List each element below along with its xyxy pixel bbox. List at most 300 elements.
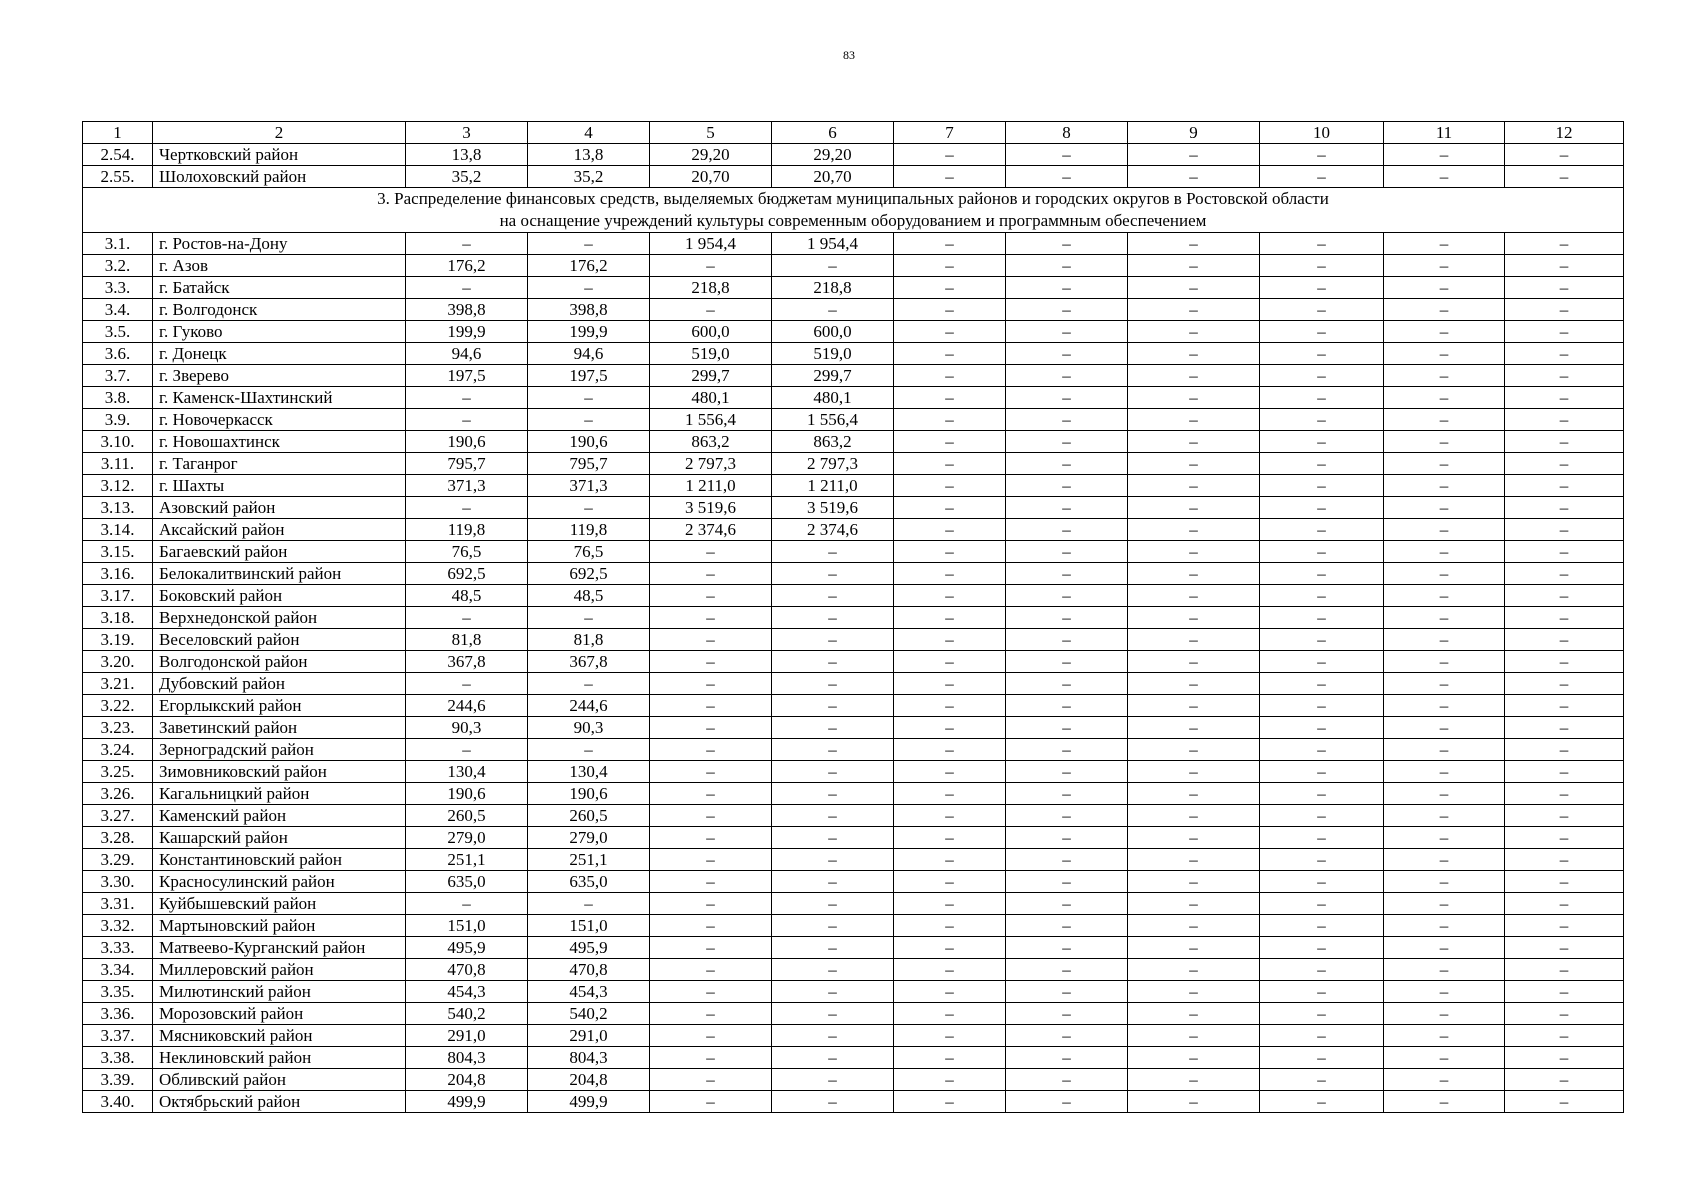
value-col-7: – bbox=[894, 144, 1006, 166]
value-col-6: 600,0 bbox=[772, 321, 894, 343]
municipality-name: Кагальницкий район bbox=[153, 783, 406, 805]
table-row bbox=[83, 166, 1624, 188]
value-col-9: – bbox=[1128, 849, 1260, 871]
value-col-6: – bbox=[772, 1047, 894, 1069]
value-col-3: 260,5 bbox=[406, 805, 528, 827]
row-number: 3.35. bbox=[83, 981, 153, 1003]
municipality-name: Октябрьский район bbox=[153, 1091, 406, 1113]
municipality-name: Мясниковский район bbox=[153, 1025, 406, 1047]
value-col-12: – bbox=[1505, 365, 1624, 387]
value-col-4: 130,4 bbox=[528, 761, 650, 783]
table-row bbox=[83, 1003, 1624, 1025]
value-col-3: – bbox=[406, 277, 528, 299]
value-col-5: – bbox=[650, 805, 772, 827]
value-col-5: – bbox=[650, 629, 772, 651]
row-number: 3.23. bbox=[83, 717, 153, 739]
table-row bbox=[83, 497, 1624, 519]
value-col-7: – bbox=[894, 783, 1006, 805]
value-col-7: – bbox=[894, 1047, 1006, 1069]
value-col-10: – bbox=[1260, 717, 1384, 739]
value-col-5: – bbox=[650, 563, 772, 585]
value-col-9: – bbox=[1128, 321, 1260, 343]
row-number: 3.3. bbox=[83, 277, 153, 299]
value-col-4: 454,3 bbox=[528, 981, 650, 1003]
value-col-7: – bbox=[894, 299, 1006, 321]
value-col-10: – bbox=[1260, 519, 1384, 541]
value-col-12: – bbox=[1505, 1025, 1624, 1047]
value-col-9: – bbox=[1128, 166, 1260, 188]
value-col-6: 20,70 bbox=[772, 166, 894, 188]
value-col-11: – bbox=[1384, 783, 1505, 805]
row-number: 3.19. bbox=[83, 629, 153, 651]
value-col-6: – bbox=[772, 871, 894, 893]
value-col-8: – bbox=[1006, 563, 1128, 585]
value-col-10: – bbox=[1260, 475, 1384, 497]
row-number: 3.9. bbox=[83, 409, 153, 431]
value-col-3: 495,9 bbox=[406, 937, 528, 959]
row-number: 3.20. bbox=[83, 651, 153, 673]
value-col-3: – bbox=[406, 673, 528, 695]
value-col-11: – bbox=[1384, 651, 1505, 673]
municipality-name: г. Волгодонск bbox=[153, 299, 406, 321]
value-col-7: – bbox=[894, 497, 1006, 519]
col-header: 5 bbox=[650, 122, 772, 144]
value-col-3: 76,5 bbox=[406, 541, 528, 563]
row-number: 3.29. bbox=[83, 849, 153, 871]
value-col-9: – bbox=[1128, 981, 1260, 1003]
table-row bbox=[83, 585, 1624, 607]
value-col-6: – bbox=[772, 629, 894, 651]
value-col-6: – bbox=[772, 915, 894, 937]
value-col-7: – bbox=[894, 519, 1006, 541]
value-col-4: 251,1 bbox=[528, 849, 650, 871]
value-col-6: – bbox=[772, 783, 894, 805]
value-col-7: – bbox=[894, 915, 1006, 937]
value-col-11: – bbox=[1384, 827, 1505, 849]
value-col-8: – bbox=[1006, 585, 1128, 607]
value-col-8: – bbox=[1006, 166, 1128, 188]
value-col-7: – bbox=[894, 673, 1006, 695]
value-col-4: 176,2 bbox=[528, 255, 650, 277]
table-row bbox=[83, 1047, 1624, 1069]
table-row bbox=[83, 563, 1624, 585]
value-col-11: – bbox=[1384, 431, 1505, 453]
value-col-12: – bbox=[1505, 409, 1624, 431]
row-number: 3.37. bbox=[83, 1025, 153, 1047]
value-col-6: 299,7 bbox=[772, 365, 894, 387]
value-col-9: – bbox=[1128, 277, 1260, 299]
value-col-8: – bbox=[1006, 365, 1128, 387]
value-col-4: 81,8 bbox=[528, 629, 650, 651]
value-col-3: – bbox=[406, 893, 528, 915]
value-col-12: – bbox=[1505, 453, 1624, 475]
value-col-8: – bbox=[1006, 277, 1128, 299]
value-col-3: – bbox=[406, 409, 528, 431]
value-col-10: – bbox=[1260, 365, 1384, 387]
value-col-8: – bbox=[1006, 409, 1128, 431]
table-row bbox=[83, 343, 1624, 365]
value-col-10: – bbox=[1260, 453, 1384, 475]
value-col-5: – bbox=[650, 651, 772, 673]
value-col-3: 454,3 bbox=[406, 981, 528, 1003]
value-col-5: 2 374,6 bbox=[650, 519, 772, 541]
value-col-10: – bbox=[1260, 387, 1384, 409]
value-col-9: – bbox=[1128, 871, 1260, 893]
value-col-7: – bbox=[894, 563, 1006, 585]
value-col-7: – bbox=[894, 277, 1006, 299]
value-col-11: – bbox=[1384, 365, 1505, 387]
value-col-4: 371,3 bbox=[528, 475, 650, 497]
value-col-7: – bbox=[894, 981, 1006, 1003]
value-col-8: – bbox=[1006, 959, 1128, 981]
row-number: 3.15. bbox=[83, 541, 153, 563]
value-col-9: – bbox=[1128, 453, 1260, 475]
value-col-8: – bbox=[1006, 453, 1128, 475]
value-col-7: – bbox=[894, 1069, 1006, 1091]
value-col-5: – bbox=[650, 1069, 772, 1091]
row-number: 3.6. bbox=[83, 343, 153, 365]
value-col-12: – bbox=[1505, 166, 1624, 188]
value-col-12: – bbox=[1505, 805, 1624, 827]
value-col-12: – bbox=[1505, 915, 1624, 937]
value-col-6: – bbox=[772, 255, 894, 277]
value-col-11: – bbox=[1384, 497, 1505, 519]
value-col-4: 13,8 bbox=[528, 144, 650, 166]
value-col-7: – bbox=[894, 739, 1006, 761]
value-col-5: 519,0 bbox=[650, 343, 772, 365]
value-col-3: 199,9 bbox=[406, 321, 528, 343]
value-col-4: 204,8 bbox=[528, 1069, 650, 1091]
value-col-5: – bbox=[650, 915, 772, 937]
value-col-3: 197,5 bbox=[406, 365, 528, 387]
value-col-11: – bbox=[1384, 541, 1505, 563]
value-col-6: – bbox=[772, 673, 894, 695]
municipality-name: г. Гуково bbox=[153, 321, 406, 343]
row-number: 2.55. bbox=[83, 166, 153, 188]
value-col-12: – bbox=[1505, 475, 1624, 497]
page-number: 83 bbox=[843, 48, 855, 62]
value-col-4: 190,6 bbox=[528, 431, 650, 453]
municipality-name: г. Новочеркасск bbox=[153, 409, 406, 431]
value-col-8: – bbox=[1006, 343, 1128, 365]
value-col-8: – bbox=[1006, 233, 1128, 255]
row-number: 3.30. bbox=[83, 871, 153, 893]
row-number: 2.54. bbox=[83, 144, 153, 166]
value-col-11: – bbox=[1384, 849, 1505, 871]
value-col-12: – bbox=[1505, 695, 1624, 717]
row-number: 3.1. bbox=[83, 233, 153, 255]
value-col-3: 499,9 bbox=[406, 1091, 528, 1113]
value-col-4: – bbox=[528, 387, 650, 409]
row-number: 3.31. bbox=[83, 893, 153, 915]
value-col-4: – bbox=[528, 277, 650, 299]
value-col-10: – bbox=[1260, 277, 1384, 299]
value-col-6: 2 374,6 bbox=[772, 519, 894, 541]
value-col-9: – bbox=[1128, 431, 1260, 453]
table-row bbox=[83, 541, 1624, 563]
col-header: 8 bbox=[1006, 122, 1128, 144]
value-col-4: 291,0 bbox=[528, 1025, 650, 1047]
table-row bbox=[83, 453, 1624, 475]
value-col-11: – bbox=[1384, 144, 1505, 166]
value-col-11: – bbox=[1384, 1003, 1505, 1025]
value-col-6: – bbox=[772, 695, 894, 717]
col-header: 1 bbox=[83, 122, 153, 144]
value-col-4: 499,9 bbox=[528, 1091, 650, 1113]
value-col-6: 1 954,4 bbox=[772, 233, 894, 255]
value-col-5: – bbox=[650, 607, 772, 629]
value-col-9: – bbox=[1128, 475, 1260, 497]
row-number: 3.17. bbox=[83, 585, 153, 607]
value-col-10: – bbox=[1260, 409, 1384, 431]
value-col-10: – bbox=[1260, 783, 1384, 805]
table-row bbox=[83, 893, 1624, 915]
value-col-5: – bbox=[650, 871, 772, 893]
value-col-4: 540,2 bbox=[528, 1003, 650, 1025]
value-col-12: – bbox=[1505, 255, 1624, 277]
value-col-6: 1 556,4 bbox=[772, 409, 894, 431]
municipality-name: Азовский район bbox=[153, 497, 406, 519]
table-row bbox=[83, 915, 1624, 937]
section-heading-line-2: на оснащение учреждений культуры современным оборудованием и программным обеспечением bbox=[499, 211, 1207, 230]
value-col-9: – bbox=[1128, 673, 1260, 695]
municipality-name: Волгодонской район bbox=[153, 651, 406, 673]
value-col-7: – bbox=[894, 387, 1006, 409]
value-col-10: – bbox=[1260, 893, 1384, 915]
municipality-name: Кашарский район bbox=[153, 827, 406, 849]
value-col-11: – bbox=[1384, 607, 1505, 629]
value-col-3: 190,6 bbox=[406, 783, 528, 805]
value-col-3: 48,5 bbox=[406, 585, 528, 607]
value-col-5: – bbox=[650, 673, 772, 695]
value-col-11: – bbox=[1384, 717, 1505, 739]
value-col-12: – bbox=[1505, 387, 1624, 409]
value-col-8: – bbox=[1006, 1003, 1128, 1025]
value-col-6: – bbox=[772, 761, 894, 783]
value-col-12: – bbox=[1505, 673, 1624, 695]
value-col-3: 540,2 bbox=[406, 1003, 528, 1025]
row-number: 3.38. bbox=[83, 1047, 153, 1069]
row-number: 3.18. bbox=[83, 607, 153, 629]
value-col-3: 81,8 bbox=[406, 629, 528, 651]
value-col-6: – bbox=[772, 959, 894, 981]
table-row bbox=[83, 387, 1624, 409]
value-col-5: – bbox=[650, 255, 772, 277]
value-col-3: 692,5 bbox=[406, 563, 528, 585]
value-col-10: – bbox=[1260, 299, 1384, 321]
value-col-8: – bbox=[1006, 255, 1128, 277]
col-header: 11 bbox=[1384, 122, 1505, 144]
value-col-10: – bbox=[1260, 563, 1384, 585]
table-row bbox=[83, 1091, 1624, 1113]
value-col-10: – bbox=[1260, 166, 1384, 188]
value-col-3: 13,8 bbox=[406, 144, 528, 166]
value-col-6: 3 519,6 bbox=[772, 497, 894, 519]
value-col-5: – bbox=[650, 849, 772, 871]
table-row bbox=[83, 607, 1624, 629]
value-col-9: – bbox=[1128, 717, 1260, 739]
value-col-9: – bbox=[1128, 1003, 1260, 1025]
row-number: 3.13. bbox=[83, 497, 153, 519]
table-row bbox=[83, 717, 1624, 739]
value-col-3: 35,2 bbox=[406, 166, 528, 188]
value-col-12: – bbox=[1505, 607, 1624, 629]
value-col-12: – bbox=[1505, 1047, 1624, 1069]
value-col-5: – bbox=[650, 541, 772, 563]
value-col-11: – bbox=[1384, 585, 1505, 607]
value-col-10: – bbox=[1260, 255, 1384, 277]
value-col-9: – bbox=[1128, 233, 1260, 255]
value-col-7: – bbox=[894, 541, 1006, 563]
municipality-name: г. Батайск bbox=[153, 277, 406, 299]
value-col-12: – bbox=[1505, 981, 1624, 1003]
row-number: 3.22. bbox=[83, 695, 153, 717]
value-col-8: – bbox=[1006, 1091, 1128, 1113]
municipality-name: г. Новошахтинск bbox=[153, 431, 406, 453]
value-col-11: – bbox=[1384, 387, 1505, 409]
value-col-7: – bbox=[894, 871, 1006, 893]
col-header: 7 bbox=[894, 122, 1006, 144]
value-col-4: – bbox=[528, 497, 650, 519]
value-col-5: 1 211,0 bbox=[650, 475, 772, 497]
row-number: 3.8. bbox=[83, 387, 153, 409]
municipality-name: Дубовский район bbox=[153, 673, 406, 695]
value-col-6: – bbox=[772, 1069, 894, 1091]
table-row bbox=[83, 519, 1624, 541]
municipality-name: г. Таганрог bbox=[153, 453, 406, 475]
value-col-9: – bbox=[1128, 1025, 1260, 1047]
value-col-11: – bbox=[1384, 1025, 1505, 1047]
allocation-table bbox=[82, 121, 1624, 1113]
value-col-3: 204,8 bbox=[406, 1069, 528, 1091]
value-col-12: – bbox=[1505, 937, 1624, 959]
value-col-12: – bbox=[1505, 717, 1624, 739]
value-col-11: – bbox=[1384, 871, 1505, 893]
value-col-7: – bbox=[894, 959, 1006, 981]
value-col-12: – bbox=[1505, 541, 1624, 563]
value-col-4: 197,5 bbox=[528, 365, 650, 387]
value-col-7: – bbox=[894, 255, 1006, 277]
value-col-11: – bbox=[1384, 959, 1505, 981]
table-body bbox=[83, 122, 1624, 1113]
value-col-5: – bbox=[650, 827, 772, 849]
value-col-7: – bbox=[894, 717, 1006, 739]
value-col-10: – bbox=[1260, 1025, 1384, 1047]
value-col-8: – bbox=[1006, 871, 1128, 893]
municipality-name: Боковский район bbox=[153, 585, 406, 607]
municipality-name: Неклиновский район bbox=[153, 1047, 406, 1069]
value-col-8: – bbox=[1006, 651, 1128, 673]
value-col-9: – bbox=[1128, 629, 1260, 651]
value-col-4: 199,9 bbox=[528, 321, 650, 343]
municipality-name: г. Донецк bbox=[153, 343, 406, 365]
value-col-5: 480,1 bbox=[650, 387, 772, 409]
value-col-4: – bbox=[528, 607, 650, 629]
table-row bbox=[83, 805, 1624, 827]
municipality-name: Зерноградский район bbox=[153, 739, 406, 761]
value-col-6: – bbox=[772, 893, 894, 915]
value-col-9: – bbox=[1128, 519, 1260, 541]
value-col-5: – bbox=[650, 1003, 772, 1025]
row-number: 3.33. bbox=[83, 937, 153, 959]
table-row bbox=[83, 673, 1624, 695]
value-col-8: – bbox=[1006, 915, 1128, 937]
value-col-9: – bbox=[1128, 409, 1260, 431]
value-col-11: – bbox=[1384, 981, 1505, 1003]
value-col-7: – bbox=[894, 761, 1006, 783]
value-col-7: – bbox=[894, 849, 1006, 871]
value-col-4: 635,0 bbox=[528, 871, 650, 893]
value-col-9: – bbox=[1128, 255, 1260, 277]
municipality-name: Красносулинский район bbox=[153, 871, 406, 893]
section-heading-line-1: 3. Распределение финансовых средств, выделяемых бюджетам муниципальных районов и городских округов в Ростовской области bbox=[377, 189, 1329, 208]
value-col-6: 1 211,0 bbox=[772, 475, 894, 497]
row-number: 3.28. bbox=[83, 827, 153, 849]
value-col-3: 371,3 bbox=[406, 475, 528, 497]
value-col-8: – bbox=[1006, 717, 1128, 739]
value-col-12: – bbox=[1505, 277, 1624, 299]
value-col-4: 692,5 bbox=[528, 563, 650, 585]
value-col-6: – bbox=[772, 937, 894, 959]
value-col-3: – bbox=[406, 739, 528, 761]
value-col-8: – bbox=[1006, 541, 1128, 563]
value-col-6: 863,2 bbox=[772, 431, 894, 453]
value-col-12: – bbox=[1505, 233, 1624, 255]
value-col-12: – bbox=[1505, 959, 1624, 981]
municipality-name: Веселовский район bbox=[153, 629, 406, 651]
table-row bbox=[83, 981, 1624, 1003]
value-col-9: – bbox=[1128, 497, 1260, 519]
value-col-5: – bbox=[650, 695, 772, 717]
value-col-9: – bbox=[1128, 893, 1260, 915]
col-header: 3 bbox=[406, 122, 528, 144]
value-col-6: – bbox=[772, 827, 894, 849]
value-col-5: – bbox=[650, 1091, 772, 1113]
table-row bbox=[83, 871, 1624, 893]
value-col-7: – bbox=[894, 629, 1006, 651]
value-col-5: 1 954,4 bbox=[650, 233, 772, 255]
value-col-11: – bbox=[1384, 409, 1505, 431]
municipality-name: Аксайский район bbox=[153, 519, 406, 541]
section-heading-row bbox=[83, 188, 1624, 233]
table-row bbox=[83, 475, 1624, 497]
table-row bbox=[83, 695, 1624, 717]
row-number: 3.7. bbox=[83, 365, 153, 387]
value-col-9: – bbox=[1128, 739, 1260, 761]
value-col-8: – bbox=[1006, 1025, 1128, 1047]
value-col-4: 190,6 bbox=[528, 783, 650, 805]
value-col-12: – bbox=[1505, 343, 1624, 365]
value-col-5: – bbox=[650, 981, 772, 1003]
value-col-11: – bbox=[1384, 255, 1505, 277]
value-col-6: 2 797,3 bbox=[772, 453, 894, 475]
col-header: 12 bbox=[1505, 122, 1624, 144]
value-col-11: – bbox=[1384, 321, 1505, 343]
value-col-10: – bbox=[1260, 1047, 1384, 1069]
value-col-12: – bbox=[1505, 519, 1624, 541]
row-number: 3.10. bbox=[83, 431, 153, 453]
municipality-name: Матвеево-Курганский район bbox=[153, 937, 406, 959]
value-col-10: – bbox=[1260, 651, 1384, 673]
value-col-11: – bbox=[1384, 937, 1505, 959]
value-col-8: – bbox=[1006, 1069, 1128, 1091]
section-heading bbox=[83, 188, 1624, 233]
value-col-12: – bbox=[1505, 144, 1624, 166]
value-col-11: – bbox=[1384, 1091, 1505, 1113]
value-col-8: – bbox=[1006, 607, 1128, 629]
row-number: 3.25. bbox=[83, 761, 153, 783]
value-col-12: – bbox=[1505, 739, 1624, 761]
